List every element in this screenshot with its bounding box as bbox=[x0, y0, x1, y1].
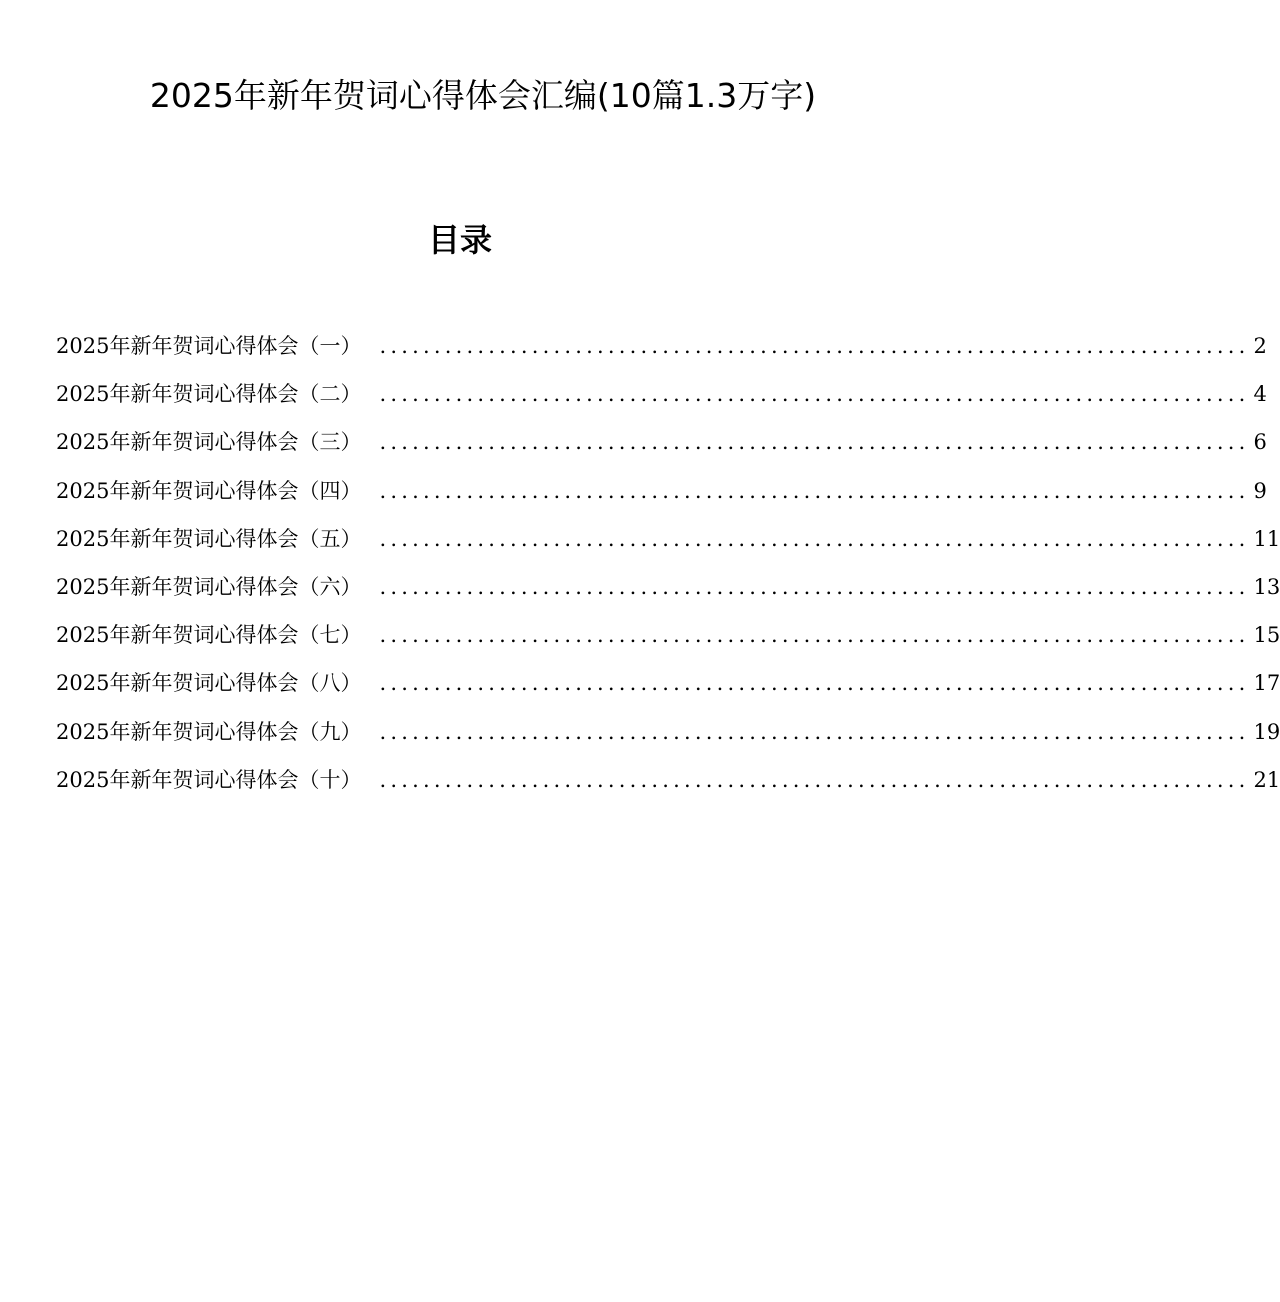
toc-dot-leader: ................................................................................ bbox=[379, 719, 1250, 744]
toc-entry-label: 2025年新年贺词心得体会（四） bbox=[56, 478, 362, 503]
toc-entry-6[interactable] bbox=[56, 565, 1280, 613]
toc-dot-leader: ................................................................................ bbox=[379, 526, 1250, 551]
toc-dot-leader: ................................................................................ bbox=[379, 623, 1250, 648]
document-title: 2025年新年贺词心得体会汇编(10篇1.3万字) bbox=[149, 76, 817, 115]
toc-heading: 目录 bbox=[427, 221, 492, 259]
toc-dot-leader: ................................................................................ bbox=[379, 430, 1250, 455]
toc-entry-label: 2025年新年贺词心得体会（三） bbox=[56, 430, 362, 455]
toc-entry-label: 2025年新年贺词心得体会（十） bbox=[56, 767, 362, 792]
toc-page-number: 4 bbox=[1253, 382, 1267, 407]
toc-page-number: 2 bbox=[1253, 334, 1267, 358]
toc-entry-label: 2025年新年贺词心得体会（一） bbox=[56, 334, 362, 358]
toc-entry-8[interactable] bbox=[56, 661, 1280, 709]
toc-entry-7[interactable] bbox=[56, 613, 1280, 661]
toc-page-number: 13 bbox=[1253, 574, 1280, 599]
toc-entry-label: 2025年新年贺词心得体会（六） bbox=[56, 574, 362, 599]
toc-entry-label: 2025年新年贺词心得体会（二） bbox=[56, 382, 362, 407]
toc-entry-10[interactable] bbox=[56, 758, 1280, 806]
toc-page-number: 21 bbox=[1253, 767, 1280, 792]
toc-entry-4[interactable] bbox=[56, 469, 1267, 517]
toc-entry-9[interactable] bbox=[56, 710, 1280, 758]
toc-dot-leader: ................................................................................ bbox=[379, 334, 1250, 358]
toc-page-number: 6 bbox=[1253, 430, 1267, 455]
table-of-contents bbox=[56, 324, 1280, 806]
toc-dot-leader: ................................................................................ bbox=[379, 382, 1250, 407]
toc-page-number: 17 bbox=[1253, 671, 1280, 696]
toc-dot-leader: ................................................................................ bbox=[379, 574, 1250, 599]
toc-entry-5[interactable] bbox=[56, 517, 1280, 565]
toc-page-number: 9 bbox=[1253, 478, 1267, 503]
toc-page-number: 19 bbox=[1253, 719, 1280, 744]
toc-entry-label: 2025年新年贺词心得体会（七） bbox=[56, 623, 362, 648]
toc-entry-label: 2025年新年贺词心得体会（五） bbox=[56, 526, 362, 551]
toc-entry-2[interactable] bbox=[56, 372, 1267, 420]
toc-dot-leader: ................................................................................ bbox=[379, 767, 1250, 792]
toc-entry-label: 2025年新年贺词心得体会（八） bbox=[56, 671, 362, 696]
toc-entry-1[interactable] bbox=[56, 324, 1267, 372]
toc-dot-leader: ................................................................................ bbox=[379, 478, 1250, 503]
toc-page-number: 15 bbox=[1253, 623, 1280, 648]
toc-dot-leader: ................................................................................ bbox=[379, 671, 1250, 696]
toc-page-number: 11 bbox=[1253, 526, 1280, 551]
toc-entry-3[interactable] bbox=[56, 420, 1267, 468]
toc-entry-label: 2025年新年贺词心得体会（九） bbox=[56, 719, 362, 744]
